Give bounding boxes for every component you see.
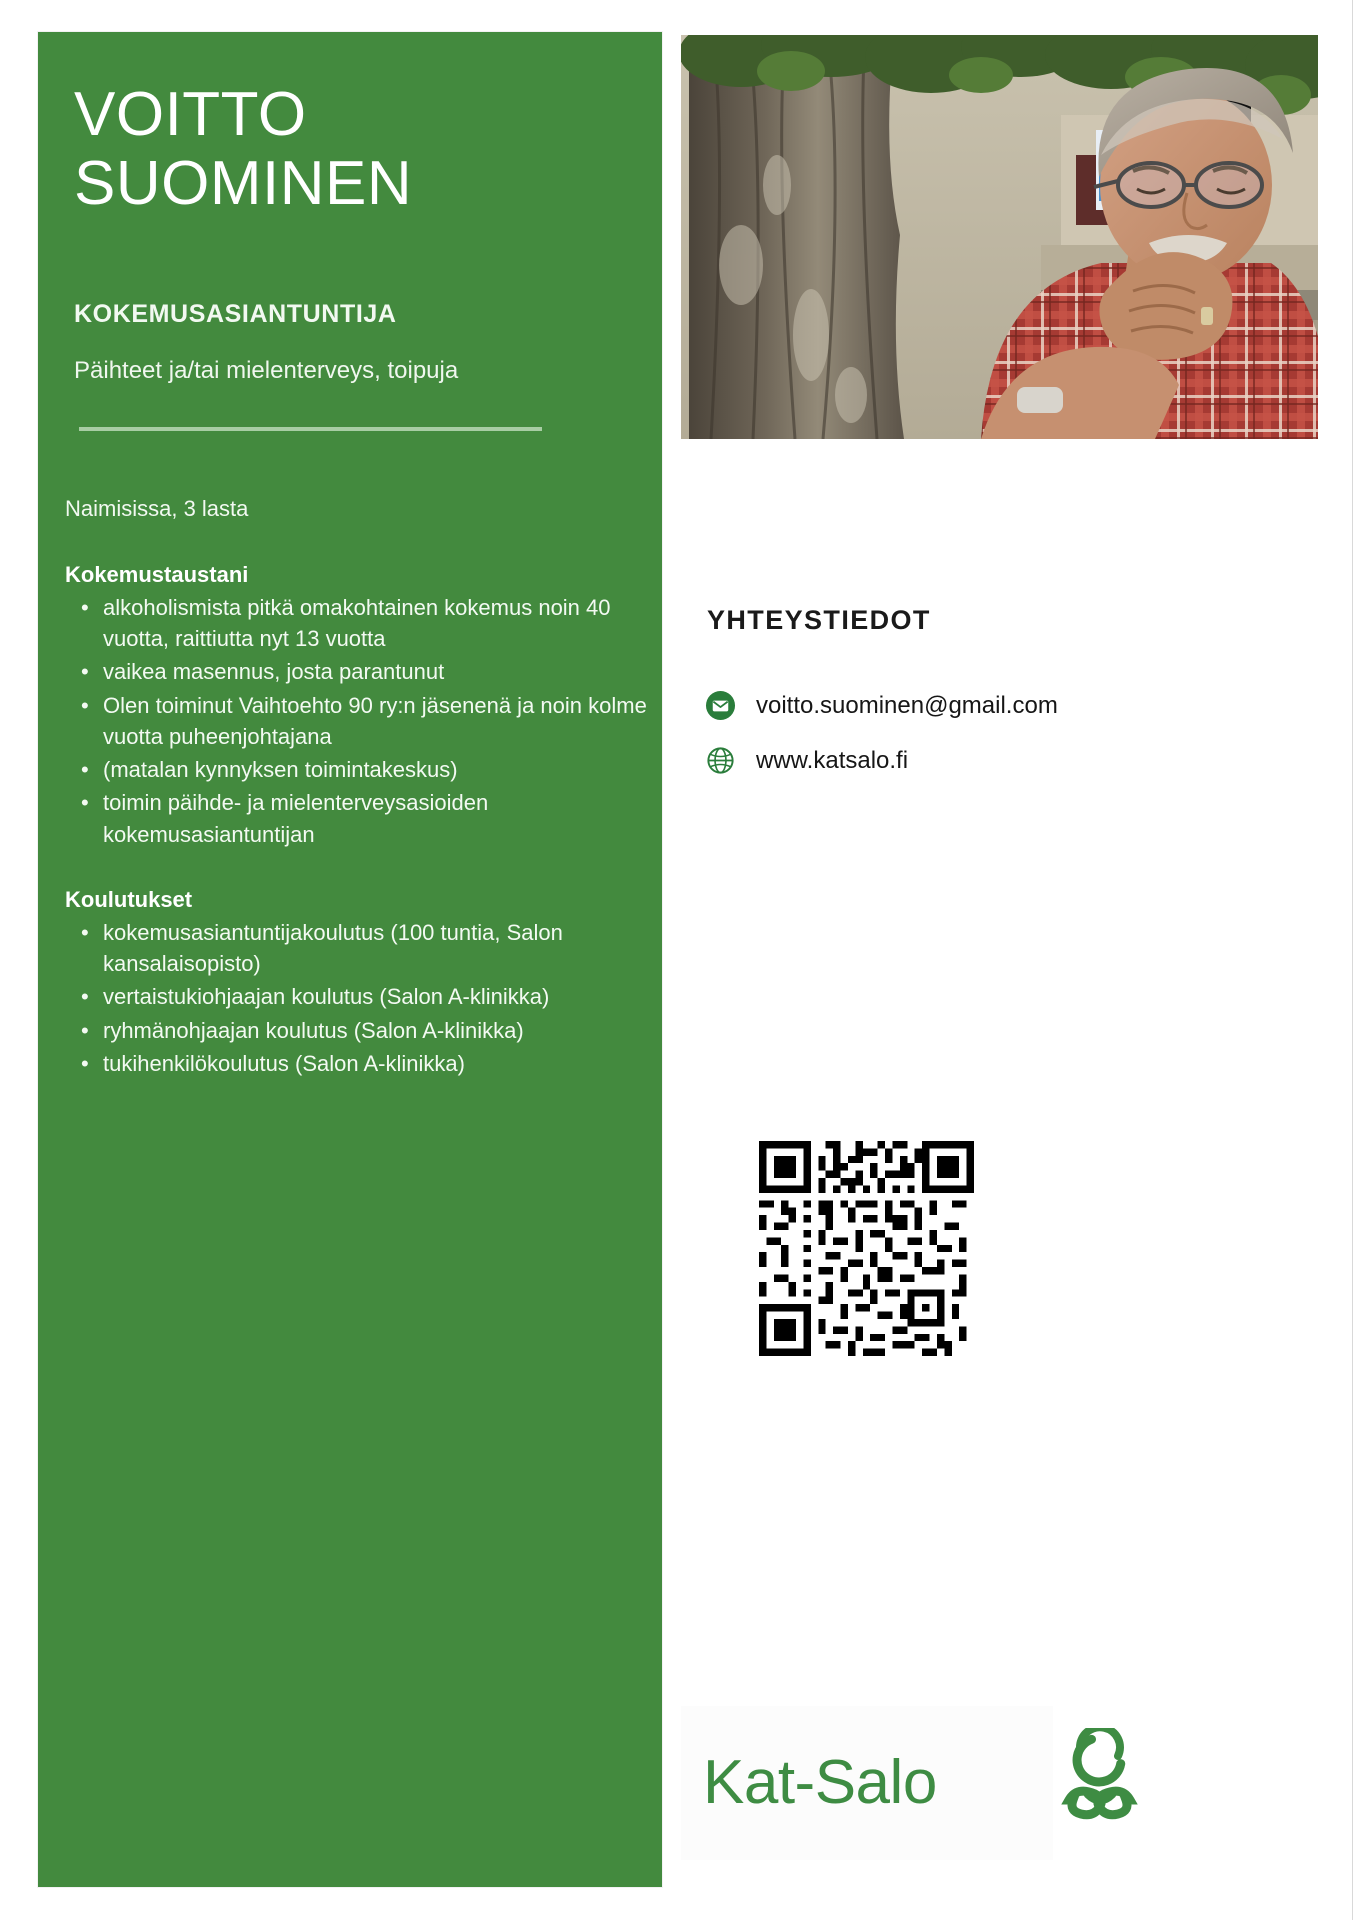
list-item: • Olen toiminut Vaihtoehto 90 ry:n jäsenenä ja noin kolme vuotta puheenjohtajana (103, 690, 663, 752)
marital-status: Naimisissa, 3 lasta (65, 496, 249, 521)
contact-section-title: YHTEYSTIEDOT (707, 605, 931, 635)
first-name: VOITTO (74, 80, 307, 149)
experience-title: Kokemustaustani (65, 562, 249, 587)
globe-icon (705, 745, 736, 776)
list-item: • toimin päihde- ja mielenterveysasioiden kokemusasiantuntijan (103, 787, 663, 849)
name-block (74, 80, 634, 219)
list-item: • alkoholismista pitkä omakohtainen kokemus noin 40 vuotta, raittiutta nyt 13 vuotta (103, 592, 663, 654)
list-item: • vertaistukiohjaajan koulutus (Salon A-klinikka) (103, 981, 663, 1012)
education-list (65, 917, 665, 1079)
envelope-icon (705, 690, 736, 721)
meditating-figure-logo-mark-icon (1042, 1728, 1157, 1840)
last-name: SUOMINEN (74, 149, 413, 219)
experience-list (65, 592, 665, 850)
katsalo-logo (681, 1706, 1053, 1860)
role-title: KOKEMUSASIANTUNTIJA (74, 300, 397, 328)
contact-email-row[interactable] (705, 690, 1058, 721)
profile-green-panel (38, 32, 662, 1887)
portrait-photo (681, 35, 1318, 439)
role-tagline: Päihteet ja/tai mielenterveys, toipuja (74, 357, 459, 384)
list-item: • vaikea masennus, josta parantunut (103, 656, 663, 687)
contact-website-text: www.katsalo.fi (756, 746, 909, 774)
education-section (65, 887, 665, 1081)
page-right-rule (1352, 0, 1353, 1920)
contact-website-row[interactable] (705, 745, 908, 776)
list-item: • (matalan kynnyksen toimintakeskus) (103, 754, 663, 785)
list-item: • kokemusasiantuntijakoulutus (100 tuntia, Salon kansalaisopisto) (103, 917, 663, 979)
list-item: • tukihenkilökoulutus (Salon A-klinikka) (103, 1048, 663, 1079)
qr-code[interactable] (759, 1141, 974, 1356)
education-title: Koulutukset (65, 887, 193, 912)
katsalo-wordmark: Kat-Salo (703, 1748, 937, 1817)
list-item: • ryhmänohjaajan koulutus (Salon A-klinikka) (103, 1015, 663, 1046)
contact-email-text: voitto.suominen@gmail.com (756, 691, 1058, 719)
divider-rule (79, 427, 542, 431)
experience-section (65, 562, 665, 852)
